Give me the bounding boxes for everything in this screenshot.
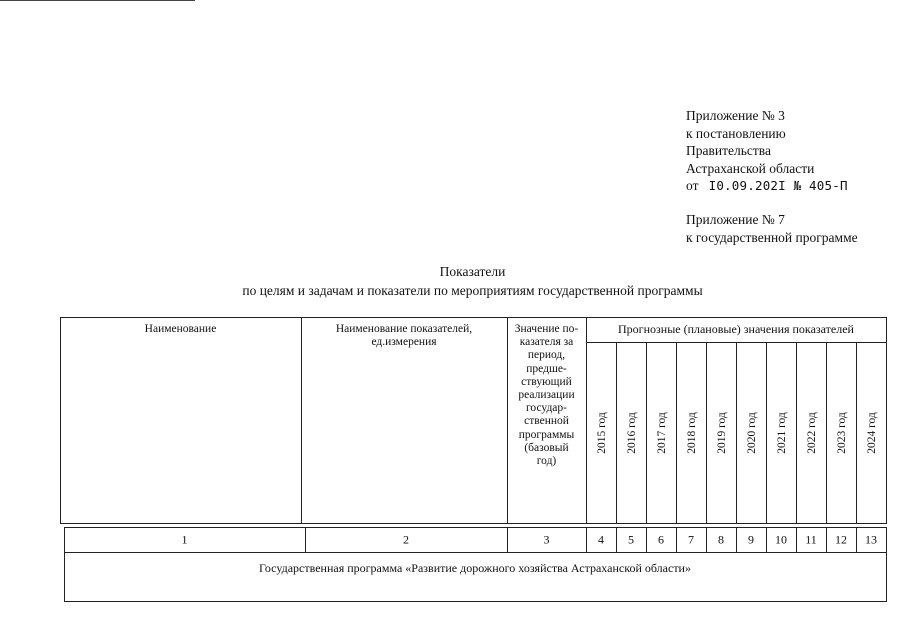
header-right-border [886,317,887,524]
date-number: I0.09.202I № 405-П [708,178,848,193]
column-number: 6 [658,532,664,547]
column-number: 8 [718,532,724,547]
num-divider-2 [507,527,508,553]
year-header: 2024 год [865,412,878,454]
num-column-divider [586,527,587,553]
year-column-divider [706,342,707,524]
year-column-divider [676,342,677,524]
column-number: 4 [598,532,604,547]
header-forecast: Прогнозные (плановые) значения показателей [618,322,854,336]
year-column-divider [826,342,827,524]
numbers-row-top [64,527,886,528]
header-base-value-line: государ- [526,402,567,415]
year-column-divider [646,342,647,524]
appendix1-date-line [686,177,848,195]
appendix1-line3: Правительства [686,143,771,158]
column-number: 13 [865,532,877,547]
appendix-block-1 [686,107,848,195]
appendix2-line2: к государственной программе [686,229,858,245]
header-indicator-line1: Наименование показателей, [335,323,473,335]
appendix2-line1: Приложение № 7 [686,212,785,227]
table-border-bottom [64,601,886,602]
num-column-divider [826,527,827,553]
year-column-divider [736,342,737,524]
header-base-value [507,323,586,468]
year-header: 2016 год [625,412,638,454]
header-name: Наименование [144,323,217,335]
num-column-divider [766,527,767,553]
year-column-divider [796,342,797,524]
num-column-divider [796,527,797,553]
year-header: 2017 год [655,412,668,454]
year-header: 2018 год [685,412,698,454]
column-number: 2 [403,532,409,547]
year-header: 2015 год [595,412,608,454]
year-header: 2023 год [835,412,848,454]
year-column-divider [766,342,767,524]
num-divider-1 [305,527,306,553]
top-rule [0,0,195,1]
document-title: Показатели [439,264,506,279]
header-base-value-line: Значение по- [514,323,579,335]
column-number: 9 [748,532,754,547]
program-row: Государственная программа «Развитие дорожного хозяйства Астраханской области» [259,561,691,575]
header-left-border [60,317,61,524]
column-number: 10 [775,532,787,547]
num-column-divider [736,527,737,553]
num-column-divider [706,527,707,553]
appendix1-line1: Приложение № 3 [686,108,785,123]
appendix1-line4: Астраханской области [686,160,815,176]
numbers-row-bottom [64,552,886,553]
column-number: 3 [543,532,550,547]
date-prefix: от [686,178,699,193]
year-column-divider [616,342,617,524]
header-base-value-line: год) [536,455,557,468]
header-base-value-line: период, [527,349,566,362]
header-bottom-line [60,523,886,524]
year-header: 2022 год [805,412,818,454]
header-indicator-line2: ед.измерения [371,336,437,348]
appendix-block-2 [686,211,858,246]
num-column-divider [616,527,617,553]
column-number: 11 [805,532,817,547]
body-right-border [886,527,887,602]
header-base-value-line: казателя за [519,336,574,349]
header-base-value-line: программы [518,428,575,441]
header-base-value-line: (базовый [524,441,569,454]
appendix1-line2: к постановлению [686,125,786,141]
header-base-value-line: реализации [518,389,575,402]
document-subtitle: по целям и задачам и показатели по мероприятиям государственной программы [242,283,703,298]
header-divider-3 [586,317,587,524]
column-number: 5 [628,532,634,547]
header-indicator-name [301,323,507,349]
year-header: 2019 год [715,412,728,454]
num-column-divider [676,527,677,553]
header-base-value-line: ственной [524,415,569,428]
header-base-value-line: ствующий [521,375,572,388]
column-number: 12 [835,532,847,547]
num-column-divider [646,527,647,553]
num-column-divider [856,527,857,553]
column-number: 1 [181,532,188,547]
header-base-value-line: предше- [526,362,567,375]
year-header: 2020 год [745,412,758,454]
year-column-divider [856,342,857,524]
column-number: 7 [688,532,694,547]
year-header: 2021 год [775,412,788,454]
table-border-top [60,317,886,318]
